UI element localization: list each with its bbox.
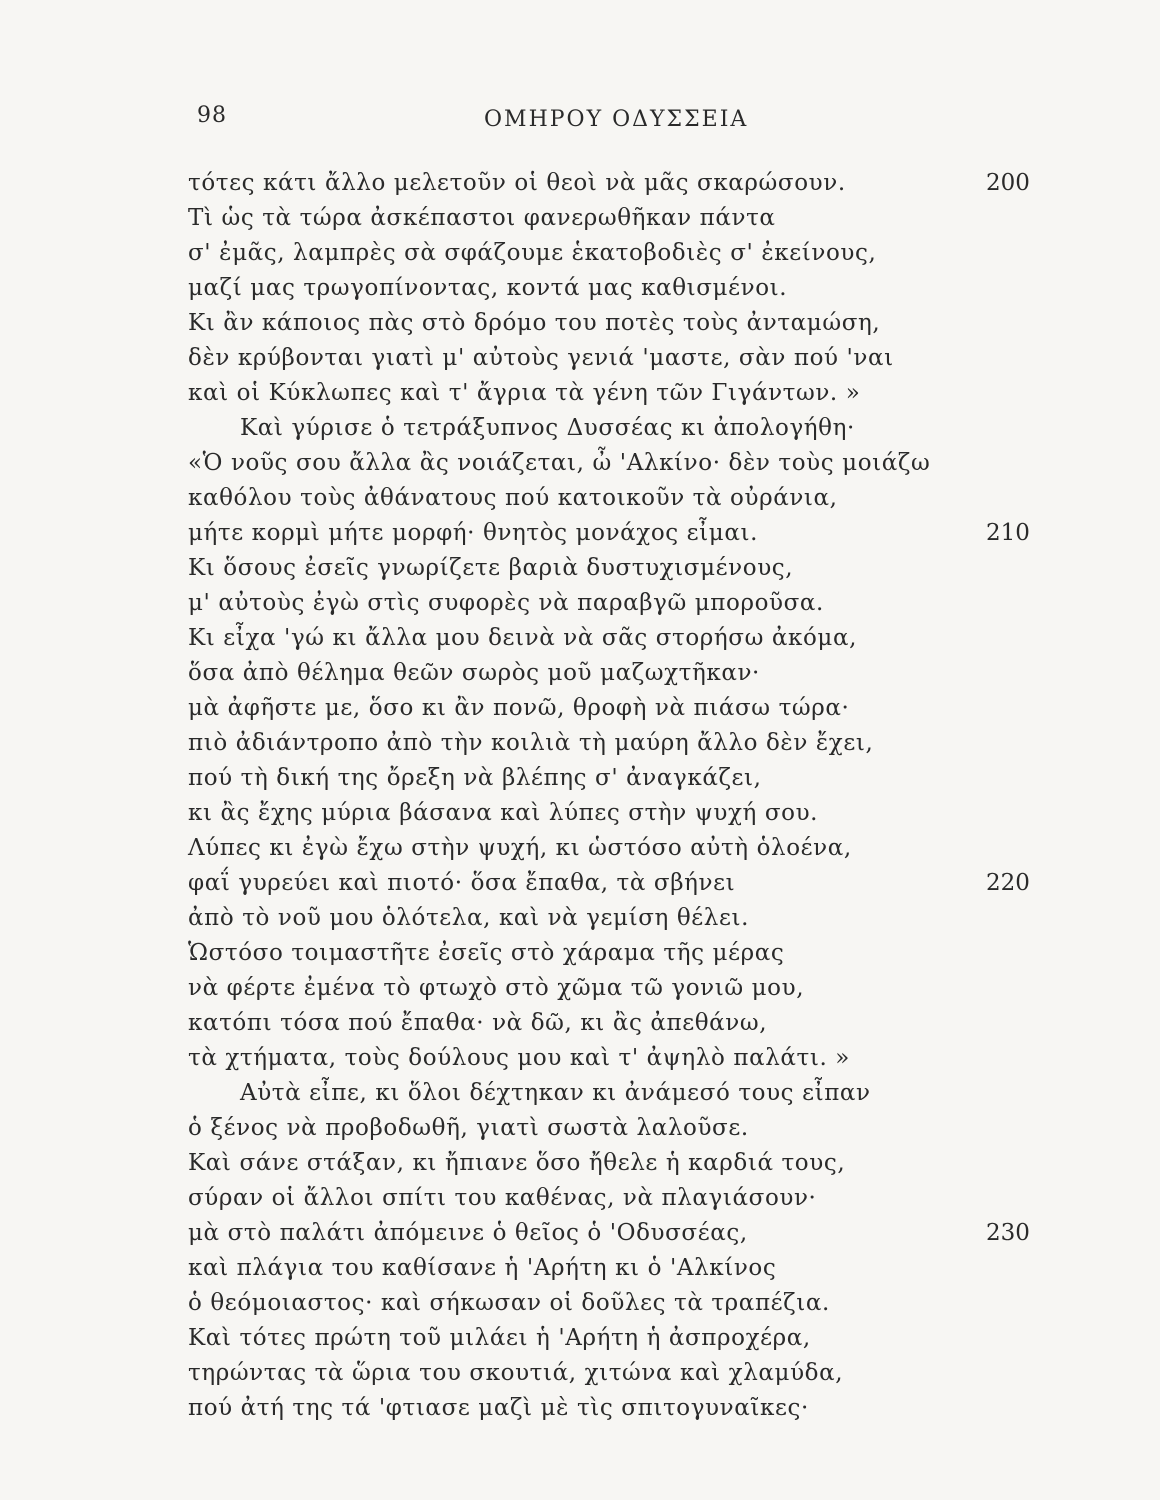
verse-line: καθόλου τοὺς ἀθάνατους πού κατοικοῦν τὰ οὐράνια,	[188, 485, 838, 511]
verse-line: δὲν κρύβονται γιατὶ μ' αὐτοὺς γενιά 'μαστε, σὰν πού 'ναι	[188, 345, 894, 371]
verse-line: τότες κάτι ἄλλο μελετοῦν οἱ θεοὶ νὰ μᾶς σκαρώσουν.	[188, 170, 846, 196]
verse-line: «Ὁ νοῦς σου ἄλλα ἂς νοιάζεται, ὦ 'Αλκίνο· δὲν τοὺς μοιάζω	[188, 450, 931, 476]
verse-line: μήτε κορμὶ μήτε μορφή· θνητὸς μονάχος εἶμαι.	[188, 520, 758, 546]
verse-line: ὅσα ἀπὸ θέλημα θεῶν σωρὸς μοῦ μαζωχτῆκαν·	[188, 660, 760, 686]
verse-line: ὁ ξένος νὰ προβοδωθῆ, γιατὶ σωστὰ λαλοῦσε.	[188, 1115, 749, 1141]
verse-line: Αὐτὰ εἶπε, κι ὅλοι δέχτηκαν κι ἀνάμεσό τους εἶπαν	[240, 1080, 871, 1106]
verse-line: μὰ στὸ παλάτι ἀπόμεινε ὁ θεῖος ὁ 'Οδυσσέας,	[188, 1220, 748, 1246]
verse-line: πού ἀτή της τά 'φτιασε μαζὶ μὲ τὶς σπιτογυναῖκες·	[188, 1395, 809, 1421]
verse-line: Λύπες κι ἐγὼ ἔχω στὴν ψυχή, κι ὡστόσο αὐτὴ ὁλοένα,	[188, 835, 852, 861]
line-number: 220	[986, 870, 1030, 896]
running-head: ΟΜΗΡΟΥ ΟΔΥΣΣΕΙΑ	[484, 107, 749, 132]
verse-line: Τὶ ὡς τὰ τώρα ἀσκέπαστοι φανερωθῆκαν πάντα	[188, 205, 776, 231]
verse-line: τηρώντας τὰ ὥρια του σκουτιά, χιτώνα καὶ χλαμύδα,	[188, 1360, 844, 1386]
verse-line: κι ἂς ἔχης μύρια βάσανα καὶ λύπες στὴν ψυχή σου.	[188, 800, 819, 826]
verse-line: φαΐ γυρεύει καὶ πιοτό· ὅσα ἔπαθα, τὰ σβήνει	[188, 870, 736, 896]
verse-line: πού τὴ δική της ὄρεξη νὰ βλέπης σ' ἀναγκάζει,	[188, 765, 762, 791]
verse-line: κατόπι τόσα πού ἔπαθα· νὰ δῶ, κι ἂς ἀπεθάνω,	[188, 1010, 768, 1036]
verse-line: Καὶ σάνε στάξαν, κι ἤπιανε ὅσο ἤθελε ἡ καρδιά τους,	[188, 1150, 846, 1176]
verse-line: μὰ ἀφῆστε με, ὅσο κι ἂν πονῶ, θροφὴ νὰ πιάσω τώρα·	[188, 695, 850, 721]
verse-line: σ' ἐμᾶς, λαμπρὲς σὰ σφάζουμε ἑκατοβοδιὲς σ' ἐκείνους,	[188, 240, 877, 266]
verse-line: τὰ χτήματα, τοὺς δούλους μου καὶ τ' ἀψηλὸ παλάτι. »	[188, 1045, 850, 1071]
verse-line: πιὸ ἀδιάντροπο ἀπὸ τὴν κοιλιὰ τὴ μαύρη ἄλλο δὲν ἔχει,	[188, 730, 874, 756]
verse-line: Ὡστόσο τοιμαστῆτε ἐσεῖς στὸ χάραμα τῆς μέρας	[188, 940, 785, 966]
line-number: 200	[986, 170, 1030, 196]
verse-line: Κι ἂν κάποιος πὰς στὸ δρόμο του ποτὲς τοὺς ἀνταμώση,	[188, 310, 881, 336]
verse-line: Καὶ γύρισε ὁ τετράξυπνος Δυσσέας κι ἀπολογήθη·	[240, 415, 855, 441]
poem-text	[188, 166, 931, 1426]
verse-line: καὶ οἱ Κύκλωπες καὶ τ' ἄγρια τὰ γένη τῶν Γιγάντων. »	[188, 380, 861, 406]
verse-line: Κι ὅσους ἐσεῖς γνωρίζετε βαριὰ δυστυχισμένους,	[188, 555, 794, 581]
verse-line: νὰ φέρτε ἐμένα τὸ φτωχὸ στὸ χῶμα τῶ γονιῶ μου,	[188, 975, 805, 1001]
line-number: 210	[986, 520, 1030, 546]
line-number: 230	[986, 1220, 1030, 1246]
verse-line: Κι εἶχα 'γώ κι ἄλλα μου δεινὰ νὰ σᾶς στορήσω ἀκόμα,	[188, 625, 858, 651]
page-number: 98	[197, 103, 227, 128]
verse-line: καὶ πλάγια του καθίσανε ἡ 'Αρήτη κι ὁ 'Αλκίνος	[188, 1255, 777, 1281]
verse-line: ἀπὸ τὸ νοῦ μου ὁλότελα, καὶ νὰ γεμίση θέλει.	[188, 905, 750, 931]
verse-line: Καὶ τότες πρώτη τοῦ μιλάει ἡ 'Αρήτη ἡ ἀσπροχέρα,	[188, 1325, 811, 1351]
verse-line: ὁ θεόμοιαστος· καὶ σήκωσαν οἱ δοῦλες τὰ τραπέζια.	[188, 1290, 830, 1316]
verse-line: μ' αὐτοὺς ἐγὼ στὶς συφορὲς νὰ παραβγῶ μποροῦσα.	[188, 590, 824, 616]
verse-line: μαζί μας τρωγοπίνοντας, κοντά μας καθισμένοι.	[188, 275, 788, 301]
verse-line: σύραν οἱ ἄλλοι σπίτι του καθένας, νὰ πλαγιάσουν·	[188, 1185, 817, 1211]
